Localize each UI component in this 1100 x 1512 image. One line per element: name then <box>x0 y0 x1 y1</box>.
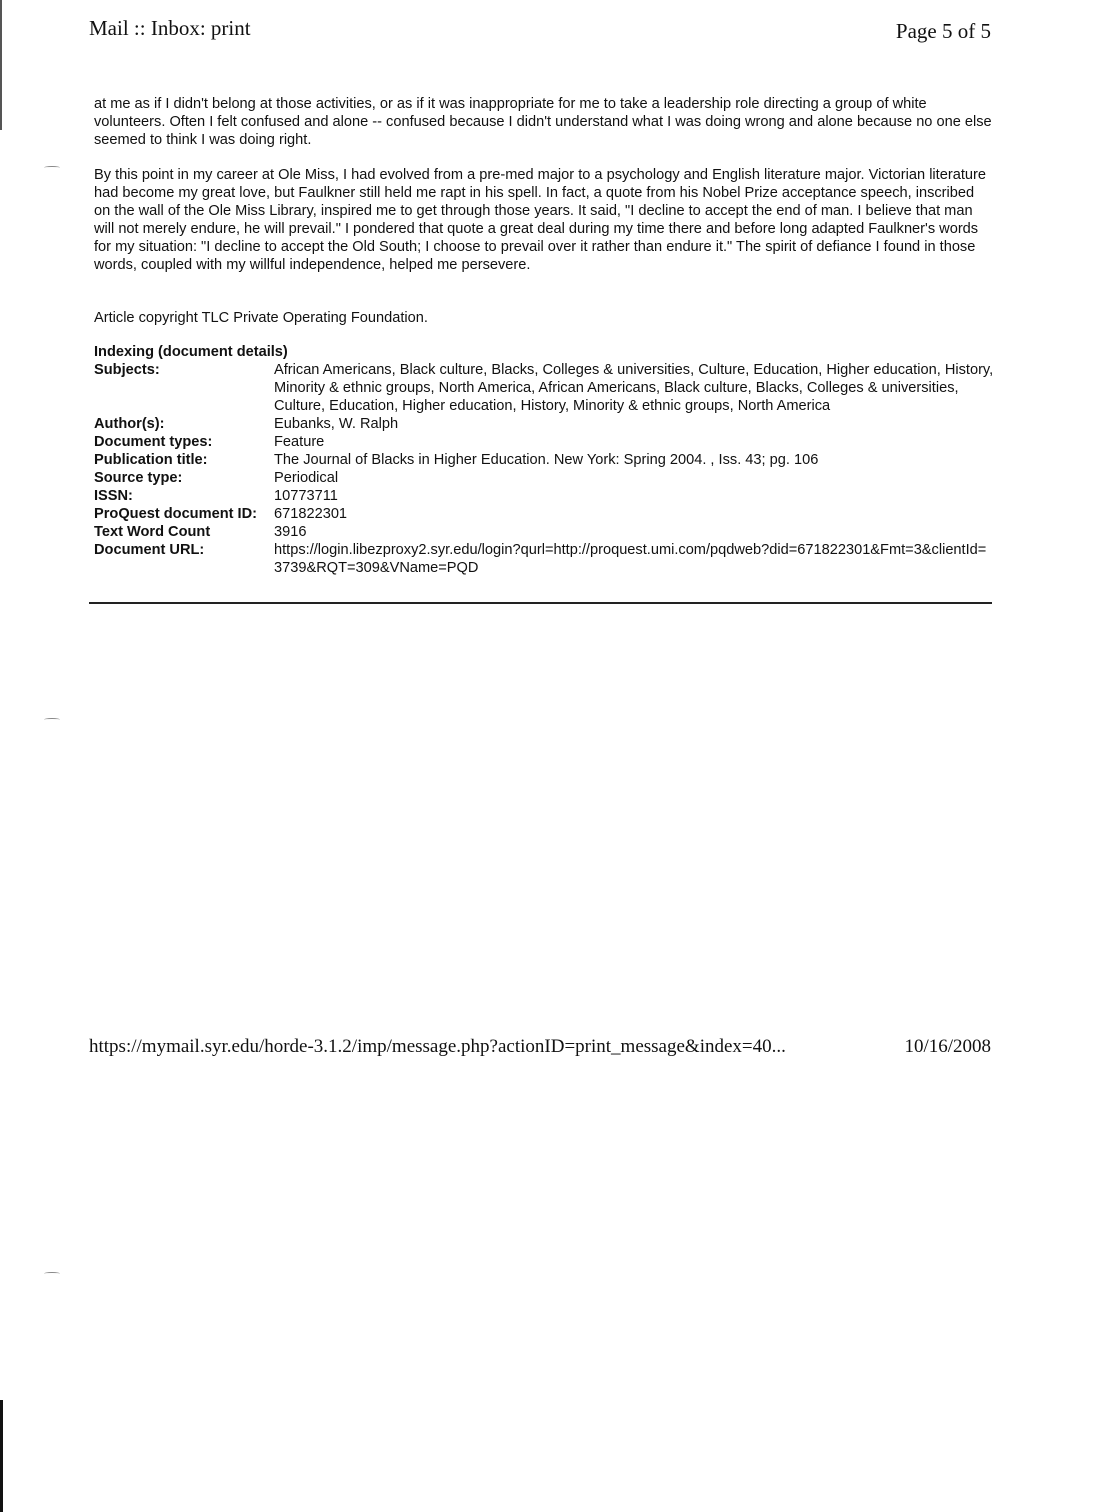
print-header-title: Mail :: Inbox: print <box>89 16 251 40</box>
field-label: Document types: <box>94 434 213 450</box>
indexing-row-publication-title <box>94 451 994 469</box>
indexing-row-word-count <box>94 523 994 541</box>
field-label: Source type: <box>94 470 183 486</box>
field-value: African Americans, Black culture, Blacks, Colleges & universities, Culture, Education, Higher education, History, Minority & ethnic groups, North America, African Americans, Black culture, Blacks, Colleges & universities, Culture, Education, Higher education, History, Minority & ethnic groups, North America <box>274 362 994 414</box>
indexing-row-issn <box>94 487 994 505</box>
document-url-value: https://login.libezproxy2.syr.edu/login?qurl=http://proquest.umi.com/pqdweb?did=671822301&Fmt=3&clientId=3739&RQT=309&VName=PQD <box>274 542 987 576</box>
scan-speck <box>44 718 60 721</box>
field-value: Periodical <box>274 470 339 486</box>
indexing-details <box>94 343 994 577</box>
indexing-row-source-type <box>94 469 994 487</box>
page-indicator: Page 5 of 5 <box>895 19 991 43</box>
field-label: ProQuest document ID: <box>94 506 257 522</box>
field-label: Text Word Count <box>94 524 211 540</box>
scan-edge-mark <box>0 0 2 130</box>
field-label: ISSN: <box>94 488 133 504</box>
section-divider <box>89 602 992 604</box>
field-value: Feature <box>274 434 325 450</box>
body-paragraph: at me as if I didn't belong at those activities, or as if it was inappropriate for me to take a leadership role directing a group of white volunteers. Often I felt confused and alone -- confused because I didn't understand what I was doing wrong and alone because no one else seemed to think I was doing right. <box>94 96 992 148</box>
indexing-row-authors <box>94 415 994 433</box>
field-label: Author(s): <box>94 416 165 432</box>
indexing-heading: Indexing (document details) <box>94 344 288 360</box>
copyright-notice: Article copyright TLC Private Operating Foundation. <box>94 310 428 326</box>
indexing-row-document-url <box>94 541 994 577</box>
field-value: Eubanks, W. Ralph <box>274 416 399 432</box>
field-value: 3916 <box>274 524 307 540</box>
print-footer-url: https://mymail.syr.edu/horde-3.1.2/imp/message.php?actionID=print_message&index=40... <box>89 1036 786 1057</box>
field-value: The Journal of Blacks in Higher Education. New York: Spring 2004. , Iss. 43; pg. 106 <box>274 452 819 468</box>
field-label: Publication title: <box>94 452 208 468</box>
field-value: 671822301 <box>274 506 348 522</box>
indexing-row-proquest-id <box>94 505 994 523</box>
scan-speck <box>44 166 60 169</box>
field-label: Document URL: <box>94 542 205 558</box>
field-value: 10773711 <box>274 488 338 504</box>
body-paragraph: By this point in my career at Ole Miss, I had evolved from a pre-med major to a psychology and English literature major. Victorian literature had become my great love, but Faulkner still held me rapt in his spell. In fact, a quote from his Nobel Prize acceptance speech, inscribed on the wall of the Ole Miss Library, inspired me to get through those years. It said, "I decline to accept the end of man. I believe that man will not merely endure, he will prevail." I pondered that quote a great deal during my time there and before long adapted Faulkner's words for my situation: "I decline to accept the Old South; I choose to prevail over it rather than endure it." The spirit of defiance I found in those words, coupled with my willful independence, helped me persevere. <box>94 167 986 273</box>
scan-speck <box>44 1272 60 1275</box>
indexing-row-subjects <box>94 361 994 415</box>
scan-edge-mark <box>0 1400 3 1512</box>
print-footer-date: 10/16/2008 <box>904 1036 991 1057</box>
indexing-row-document-types <box>94 433 994 451</box>
field-label: Subjects: <box>94 362 160 378</box>
